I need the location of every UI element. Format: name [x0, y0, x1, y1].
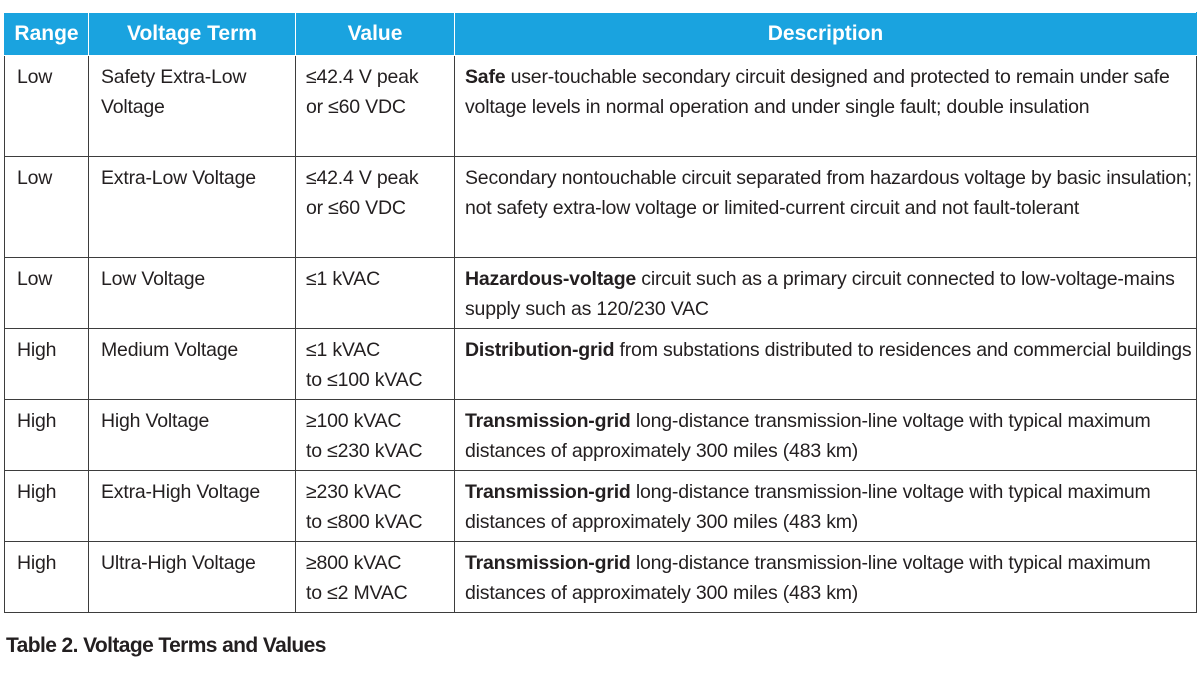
description-emphasis: Distribution-grid — [465, 339, 615, 361]
cell-description — [455, 258, 1197, 329]
voltage-term-line: Safety Extra-Low — [101, 66, 247, 88]
voltage-term-line: High Voltage — [101, 410, 210, 432]
header-value: Value — [296, 13, 455, 56]
cell-range: High — [5, 329, 89, 400]
table-row — [5, 471, 1197, 542]
cell-range: High — [5, 471, 89, 542]
table-header — [5, 13, 1197, 56]
cell-value — [296, 157, 455, 258]
table-row — [5, 258, 1197, 329]
voltage-terms-table — [4, 12, 1197, 613]
cell-voltage-term — [89, 400, 296, 471]
cell-range: Low — [5, 56, 89, 157]
description-emphasis: Transmission-grid — [465, 552, 631, 574]
cell-value — [296, 329, 455, 400]
cell-value — [296, 471, 455, 542]
value-line: ≤42.4 V peak — [306, 66, 419, 88]
cell-description — [455, 542, 1197, 613]
header-description: Description — [455, 13, 1197, 56]
cell-description — [455, 471, 1197, 542]
value-line: ≥230 kVAC — [306, 481, 402, 503]
description-text: user-touchable secondary circuit designed and protected to remain under safe voltage levels in normal operation and under single fault; double insulation — [465, 66, 1170, 118]
header-row — [5, 13, 1197, 56]
description-emphasis: Transmission-grid — [465, 481, 631, 503]
cell-voltage-term — [89, 542, 296, 613]
cell-value — [296, 258, 455, 329]
cell-range: Low — [5, 157, 89, 258]
table-row — [5, 329, 1197, 400]
cell-description — [455, 56, 1197, 157]
voltage-term-line: Ultra-High Voltage — [101, 552, 256, 574]
cell-range: High — [5, 400, 89, 471]
value-line: to ≤230 kVAC — [306, 440, 423, 462]
value-line: ≤42.4 V peak — [306, 167, 419, 189]
table-caption: Table 2. Voltage Terms and Values — [6, 634, 326, 657]
description-text: long-distance transmission-line voltage with typical maximum distances of approximately 300 miles (483 km) — [465, 552, 1151, 604]
table-row — [5, 542, 1197, 613]
table-row — [5, 400, 1197, 471]
description-text: from substations distributed to residences and commercial buildings — [614, 339, 1192, 361]
description-emphasis: Safe — [465, 66, 506, 88]
table-row — [5, 56, 1197, 157]
value-line: to ≤800 kVAC — [306, 511, 423, 533]
value-line: ≥800 kVAC — [306, 552, 402, 574]
description-emphasis: Hazardous-voltage — [465, 268, 637, 290]
cell-range: Low — [5, 258, 89, 329]
cell-range: High — [5, 542, 89, 613]
cell-description — [455, 329, 1197, 400]
voltage-term-line: Extra-Low Voltage — [101, 167, 256, 189]
value-line: or ≤60 VDC — [306, 197, 406, 219]
voltage-term-line: Extra-High Voltage — [101, 481, 260, 503]
cell-voltage-term — [89, 471, 296, 542]
table-row — [5, 157, 1197, 258]
description-text: long-distance transmission-line voltage with typical maximum distances of approximately 300 miles (483 km) — [465, 410, 1151, 462]
description-text: circuit such as a primary circuit connected to low-voltage-mains supply such as 120/230 VAC — [465, 268, 1175, 320]
cell-voltage-term — [89, 56, 296, 157]
voltage-term-line: Medium Voltage — [101, 339, 239, 361]
table-body — [5, 56, 1197, 613]
voltage-table-container — [4, 12, 1196, 613]
value-line: ≤1 kVAC — [306, 268, 380, 290]
description-emphasis: Transmission-grid — [465, 410, 631, 432]
cell-value — [296, 542, 455, 613]
cell-voltage-term — [89, 258, 296, 329]
value-line: ≥100 kVAC — [306, 410, 402, 432]
cell-voltage-term — [89, 329, 296, 400]
voltage-term-line: Voltage — [101, 96, 165, 118]
voltage-term-line: Low Voltage — [101, 268, 206, 290]
cell-value — [296, 56, 455, 157]
cell-description — [455, 157, 1197, 258]
description-text: Secondary nontouchable circuit separated from hazardous voltage by basic insulation; not safety extra-low voltage or limited-current circuit and not fault-tolerant — [465, 167, 1192, 219]
cell-voltage-term — [89, 157, 296, 258]
cell-description — [455, 400, 1197, 471]
description-text: long-distance transmission-line voltage with typical maximum distances of approximately 300 miles (483 km) — [465, 481, 1151, 533]
value-line: to ≤100 kVAC — [306, 369, 423, 391]
header-voltage-term: Voltage Term — [89, 13, 296, 56]
value-line: or ≤60 VDC — [306, 96, 406, 118]
value-line: ≤1 kVAC — [306, 339, 380, 361]
cell-value — [296, 400, 455, 471]
value-line: to ≤2 MVAC — [306, 582, 408, 604]
header-range: Range — [5, 13, 89, 56]
